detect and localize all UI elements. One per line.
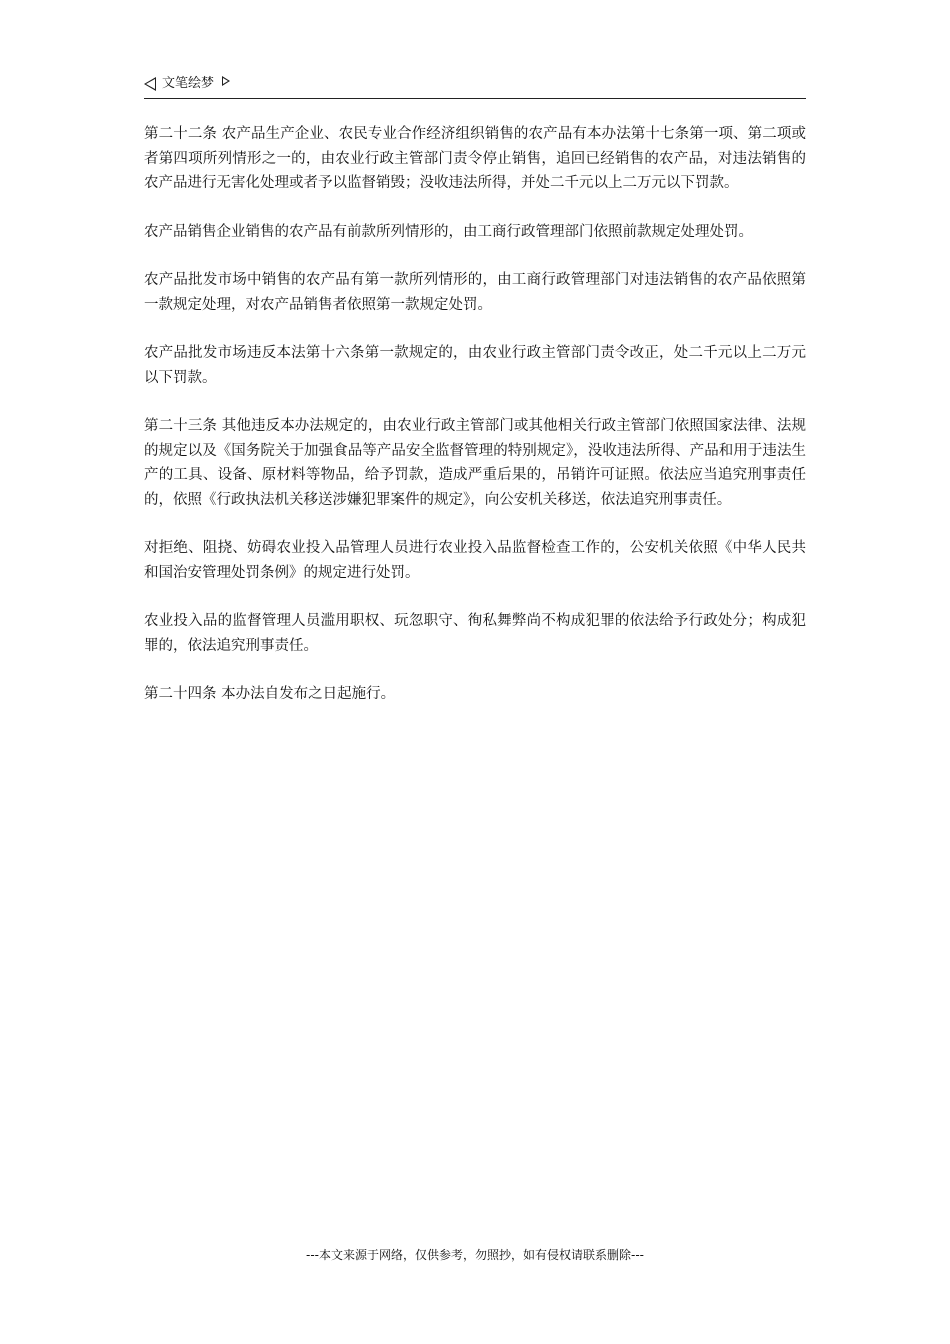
page-header — [144, 74, 806, 99]
paragraph-wholesale-market-sales: 农产品批发市场中销售的农产品有第一款所列情形的，由工商行政管理部门对违法销售的农产品依照第一款规定处理，对农产品销售者依照第一款规定处罚。 — [144, 272, 806, 313]
header-title: 文笔绘梦 — [162, 76, 215, 91]
triangle-right-icon — [222, 76, 230, 86]
paragraph-abuse-of-power: 农业投入品的监督管理人员滥用职权、玩忽职守、徇私舞弊尚不构成犯罪的依法给予行政处分；构成犯罪的，依法追究刑事责任。 — [144, 613, 806, 654]
document-body — [144, 122, 806, 731]
paragraph-article-24: 第二十四条 本办法自发布之日起施行。 — [144, 686, 396, 702]
paragraph-article-23: 第二十三条 其他违反本办法规定的，由农业行政主管部门或其他相关行政主管部门依照国家法律、法规的规定以及《国务院关于加强食品等产品安全监督管理的特别规定》，没收违法所得、产品和用于违法生产的工具、设备、原材料等物品，给予罚款，造成严重后果的，吊销许可证照。依法应当追究刑事责任的，依照《行政执法机关移送涉嫌犯罪案件的规定》，向公安机关移送，依法追究刑事责任。 — [144, 418, 806, 508]
triangle-left-icon — [144, 77, 156, 91]
page-footer: ---本文来源于网络，仅供参考，勿照抄，如有侵权请联系删除--- — [306, 1248, 644, 1262]
paragraph-sales-enterprise: 农产品销售企业销售的农产品有前款所列情形的，由工商行政管理部门依照前款规定处理处罚。 — [144, 223, 753, 240]
paragraph-wholesale-market-violation: 农产品批发市场违反本法第十六条第一款规定的，由农业行政主管部门责令改正，处二千元以上二万元以下罚款。 — [144, 345, 806, 386]
paragraph-article-22: 第二十二条 农产品生产企业、农民专业合作经济组织销售的农产品有本办法第十七条第一项、第二项或者第四项所列情形之一的，由农业行政主管部门责令停止销售，追回已经销售的农产品，对违法销售的农产品进行无害化处理或者予以监督销毁；没收违法所得，并处二千元以上二万元以下罚款。 — [144, 126, 806, 191]
paragraph-obstruction: 对拒绝、阻挠、妨碍农业投入品管理人员进行农业投入品监督检查工作的，公安机关依照《中华人民共和国治安管理处罚条例》的规定进行处罚。 — [144, 540, 806, 581]
